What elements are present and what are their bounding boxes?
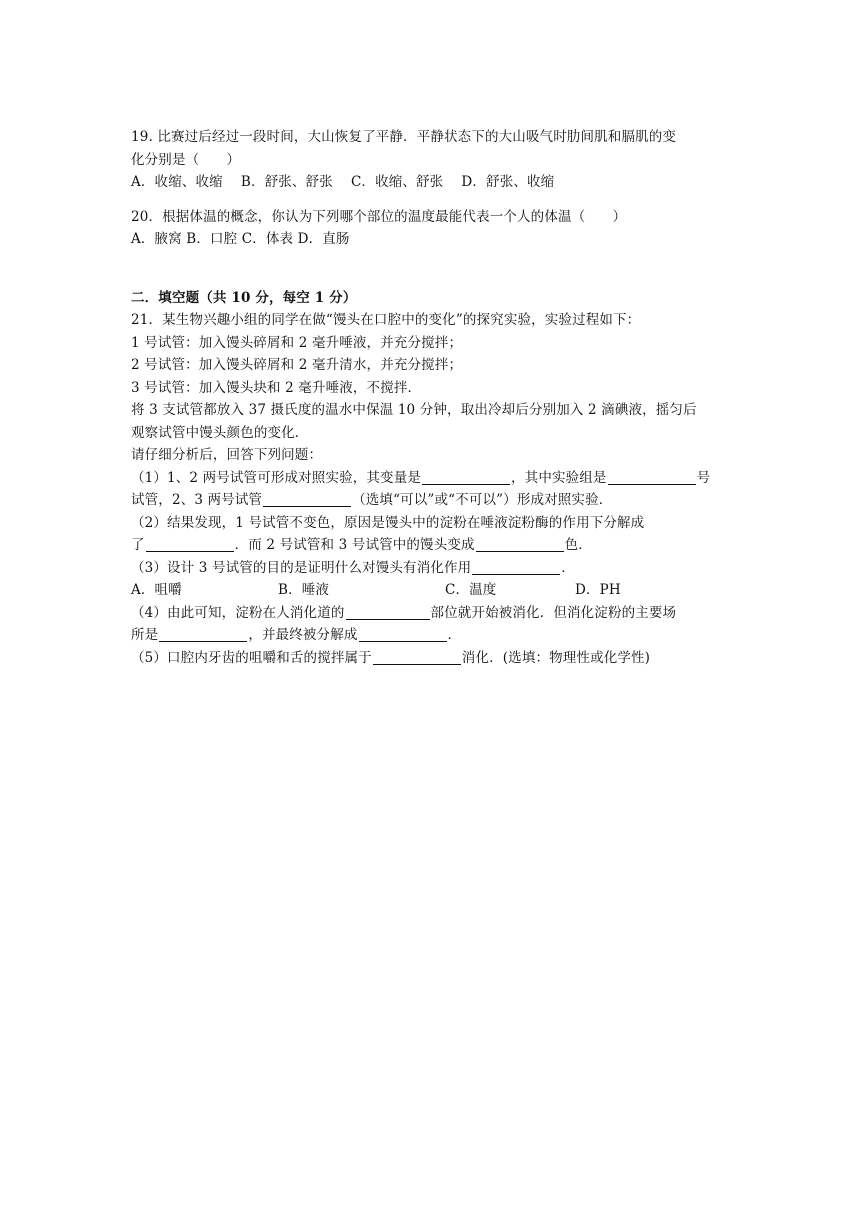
text: ．而 2 号试管和 3 号试管中的馒头变成 — [234, 537, 475, 553]
q19-options: A．收缩、收缩 B．舒张、舒张 C．收缩、舒张 D．舒张、收缩 — [131, 174, 555, 190]
q21-part2-line1: （2）结果发现，1 号试管不变色，原因是馒头中的淀粉在唾液淀粉酶的作用下分解成 — [131, 514, 645, 531]
q21-part3 — [131, 557, 731, 580]
text: ，其中实验组是 — [511, 469, 607, 486]
text: 所是 — [131, 627, 159, 643]
q21-ask: 请仔细分析后，回答下列问题： — [131, 447, 323, 463]
text: 了 — [131, 537, 145, 553]
spacer — [131, 251, 731, 287]
q21-tube2: 2 号试管：加入馒头碎屑和 2 毫升清水，并充分搅拌； — [131, 357, 463, 373]
answer-blank-start-site[interactable] — [346, 605, 430, 620]
answer-blank-digestion-type[interactable] — [373, 650, 461, 665]
text: （3）设计 3 号试管的目的是证明什么对馒头有消化作用 — [131, 559, 472, 576]
text: （5）口腔内牙齿的咀嚼和舌的搅拌属于 — [131, 649, 372, 666]
q21-part3-options — [131, 579, 731, 602]
answer-blank-control-possible[interactable] — [263, 492, 351, 507]
q20-options: A．腋窝 B．口腔 C．体表 D．直肠 — [131, 231, 350, 247]
text: 消化．(选填：物理性或化学性) — [461, 649, 651, 666]
answer-blank-color[interactable] — [476, 537, 564, 552]
answer-blank-final-product[interactable] — [359, 627, 447, 642]
answer-blank-product[interactable] — [146, 537, 234, 552]
text: ，并最终被分解成 — [248, 627, 358, 643]
q21-part4-line2 — [131, 624, 731, 647]
q19-stem-line1: 19. 比赛过后经过一段时间，大山恢复了平静．平静状态下的大山吸气时肋间肌和膈肌的变 — [131, 129, 677, 145]
q21-part1-line1 — [131, 467, 731, 490]
text: ． — [447, 627, 462, 643]
option-c: C．温度 — [445, 582, 497, 598]
option-b: B．唾液 — [278, 582, 330, 598]
q19-stem-line2: 化分别是（ ） — [131, 151, 241, 168]
q21-intro: 21．某生物兴趣小组的同学在做“馒头在口腔中的变化”的探究实验，实验过程如下： — [131, 312, 641, 328]
q21-part1-line2 — [131, 489, 731, 512]
q21-part4-line1 — [131, 602, 731, 625]
text: ． — [561, 559, 575, 576]
text: （1）1、2 两号试管可形成对照实验，其变量是 — [131, 469, 422, 486]
document-page — [131, 126, 731, 669]
q21-tube3: 3 号试管：加入馒头块和 2 毫升唾液，不搅拌． — [131, 379, 422, 396]
text: 试管，2、3 两号试管 — [131, 492, 263, 508]
text: （选填“可以”或“不可以”）形成对照实验． — [352, 492, 613, 508]
answer-blank-main-site[interactable] — [159, 627, 247, 642]
answer-blank-variable[interactable] — [422, 470, 510, 485]
text: （4）由此可知，淀粉在人消化道的 — [131, 604, 345, 621]
q21-procedure-line2: 观察试管中馒头颜色的变化． — [131, 424, 309, 441]
q21-procedure-line1: 将 3 支试管都放入 37 摄氏度的温水中保温 10 分钟，取出冷却后分别加入 2 滴碘液，摇匀后 — [131, 402, 697, 418]
answer-blank-experimental-group[interactable] — [608, 470, 696, 485]
q21-part5 — [131, 647, 731, 670]
answer-blank-purpose[interactable] — [472, 560, 560, 575]
option-a: A．咀嚼 — [131, 582, 182, 598]
text: 色． — [564, 537, 592, 553]
option-d: D．PH — [575, 582, 621, 598]
text: 部位就开始被消化．但消化淀粉的主要场 — [430, 604, 677, 621]
section-title: 二．填空题（共 10 分，每空 1 分） — [131, 289, 357, 306]
text: 号 — [696, 469, 711, 486]
q20-stem: 20．根据体温的概念，你认为下列哪个部位的温度最能代表一个人的体温（ ） — [131, 208, 627, 225]
spacer — [131, 194, 731, 206]
q21-tube1: 1 号试管：加入馒头碎屑和 2 毫升唾液，并充分搅拌； — [131, 334, 463, 351]
q21-part2-line2 — [131, 534, 731, 557]
